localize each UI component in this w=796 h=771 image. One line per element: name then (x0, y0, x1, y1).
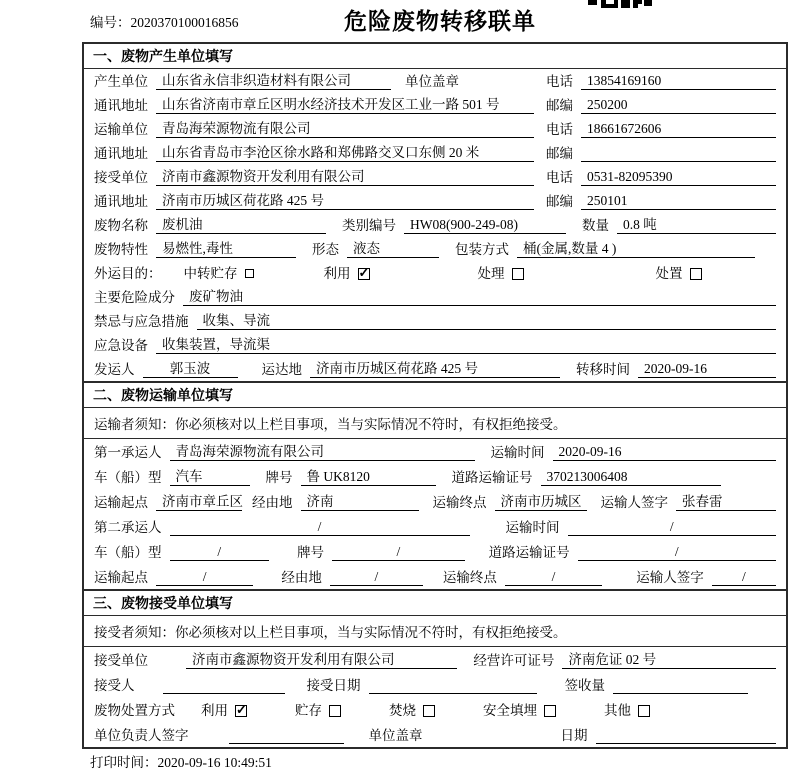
transport-address-value: 山东省青岛市李沧区徐水路和郑佛路交叉口东侧 20 米 (156, 145, 534, 162)
row-producer-address (84, 93, 786, 117)
route-end-label: 运输终点 (442, 570, 497, 585)
purpose-dispose-label: 处置 (655, 266, 683, 281)
row-second-carrier (84, 514, 786, 539)
transport-time-label: 运输时间 (490, 445, 545, 460)
destination-label: 运达地 (261, 362, 302, 377)
section-receiver (84, 616, 786, 747)
address-label: 通讯地址 (94, 146, 148, 161)
waste-name-value: 废机油 (156, 217, 326, 234)
receiver-notice: 接受者须知：你必须核对以上栏目事项，当与实际情况不符时，有权拒绝接受。 (84, 616, 786, 647)
emergency-equipment-label: 应急设备 (94, 338, 148, 353)
waste-property-label: 废物特性 (94, 242, 148, 257)
first-carrier-value: 青岛海荣源物流有限公司 (170, 444, 475, 461)
row-producer-unit (84, 69, 786, 93)
producer-phone-value: 13854169160 (581, 73, 776, 90)
row-vehicle-2 (84, 539, 786, 564)
shipper-label: 发运人 (94, 362, 135, 377)
transport-unit-label: 运输单位 (94, 122, 148, 137)
row-disposal-method (84, 697, 786, 722)
responsible-signature-label: 单位负责人签字 (94, 728, 189, 743)
license-number-label: 经营许可证号 (473, 653, 555, 668)
row-first-carrier (84, 439, 786, 464)
road-permit-value: 370213006408 (541, 469, 722, 486)
emergency-equipment-value: 收集装置，导流渠 (156, 337, 776, 354)
print-time-label: 打印时间： (90, 755, 158, 770)
carrier-signature-label: 运输人签字 (600, 495, 668, 510)
row-hazard-component (84, 285, 786, 309)
postcode-label: 邮编 (546, 98, 573, 113)
acceptor-value (163, 677, 285, 694)
row-transport-unit (84, 117, 786, 141)
category-code-label: 类别编号 (342, 218, 396, 233)
disposal-method-label: 废物处置方式 (94, 703, 175, 718)
qr-code-fragment (588, 0, 652, 9)
road-permit-2-value: / (578, 544, 776, 561)
disposal-incinerate-checkbox (423, 705, 435, 717)
postcode-label: 邮编 (546, 146, 573, 161)
category-code-value: HW08(900-249-08) (404, 217, 566, 234)
hazard-component-label: 主要危险成分 (94, 290, 175, 305)
acceptor-label: 接受人 (94, 678, 135, 693)
row-responsible-signature (84, 722, 786, 747)
plate-number-label: 牌号 (265, 470, 293, 485)
purpose-transfer-storage-checkbox (245, 269, 254, 278)
route-end-2-value: / (505, 569, 602, 586)
received-amount-label: 签收量 (564, 678, 605, 693)
packaging-value: 桶(金属,数量 4 ) (517, 241, 755, 258)
purpose-treat-label: 处理 (477, 266, 505, 281)
section-producer-header: 一、废物产生单位填写 (84, 44, 786, 69)
transport-phone-value: 18661672606 (581, 121, 776, 138)
disposal-utilize-checkbox (235, 705, 247, 717)
vehicle-type-label: 车（船）型 (94, 545, 162, 560)
route-via-2-value: / (330, 569, 423, 586)
second-carrier-value: / (170, 519, 470, 536)
address-label: 通讯地址 (94, 98, 148, 113)
disposal-landfill-checkbox (544, 705, 556, 717)
responsible-signature-value (229, 727, 344, 744)
transfer-time-label: 转移时间 (576, 362, 630, 377)
disposal-incinerate-label: 焚烧 (389, 703, 416, 718)
section-receiver-header: 三、废物接受单位填写 (84, 589, 786, 616)
row-acceptor (84, 672, 786, 697)
accept-date-value (369, 677, 537, 694)
outbound-purpose-label: 外运目的： (94, 266, 162, 281)
row-receiver-unit (84, 165, 786, 189)
route-end-value: 济南市历城区 (495, 494, 587, 511)
disposal-other-checkbox (638, 705, 650, 717)
transport-time-label: 运输时间 (505, 520, 560, 535)
company-seal-label: 单位盖章 (368, 728, 423, 743)
transport-time-value: 2020-09-16 (553, 444, 777, 461)
destination-value: 济南市历城区荷花路 425 号 (310, 361, 560, 378)
row-waste-name (84, 213, 786, 237)
receiver-unit-label: 接受单位 (94, 170, 148, 185)
purpose-transfer-storage-label: 中转贮存 (183, 266, 238, 281)
row-emergency-measures (84, 309, 786, 333)
route-end-label: 运输终点 (432, 495, 487, 510)
quantity-label: 数量 (582, 218, 609, 233)
row-route-2 (84, 564, 786, 589)
row-outbound-purpose (84, 261, 786, 285)
accept-date-label: 接受日期 (306, 678, 361, 693)
section-producer (84, 69, 786, 381)
serial-number (90, 11, 239, 31)
plate-number-label: 牌号 (297, 545, 325, 560)
company-seal-label: 单位盖章 (405, 74, 459, 89)
producer-unit-value: 山东省永信非织造材料有限公司 (156, 73, 391, 90)
route-via-label: 经由地 (281, 570, 322, 585)
accepting-unit-label: 接受单位 (94, 653, 148, 668)
date-label: 日期 (560, 728, 588, 743)
vehicle-type-value: 汽车 (170, 469, 250, 486)
manifest-form (82, 42, 788, 749)
row-transport-address (84, 141, 786, 165)
plate-number-value: 鲁 UK8120 (301, 469, 436, 486)
received-amount-value (613, 677, 748, 694)
carrier-signature-label: 运输人签字 (636, 570, 704, 585)
form-state-value: 液态 (347, 241, 439, 258)
print-time (90, 751, 272, 771)
page-title: 危险废物转移联单 (344, 8, 536, 34)
shipper-value: 郭玉波 (143, 361, 238, 378)
road-permit-label: 道路运输证号 (488, 545, 570, 560)
route-origin-label: 运输起点 (94, 570, 148, 585)
receiver-phone-value: 0531-82095390 (581, 169, 776, 186)
print-time-value: 2020-09-16 10:49:51 (157, 755, 272, 770)
first-carrier-label: 第一承运人 (94, 445, 162, 460)
license-number-value: 济南危证 02 号 (562, 652, 776, 669)
producer-unit-label: 产生单位 (94, 74, 148, 89)
carrier-signature-2-value: / (712, 569, 776, 586)
vehicle-type-label: 车（船）型 (94, 470, 162, 485)
serial-label: 编号： (90, 15, 131, 30)
receiver-address-value: 济南市历城区荷花路 425 号 (156, 193, 534, 210)
row-vehicle-1 (84, 464, 786, 489)
route-origin-label: 运输起点 (94, 495, 148, 510)
disposal-storage-checkbox (329, 705, 341, 717)
transfer-time-value: 2020-09-16 (638, 361, 776, 378)
row-emergency-equipment (84, 333, 786, 357)
postcode-label: 邮编 (546, 194, 573, 209)
carrier-signature-value: 张春雷 (676, 494, 776, 511)
phone-label: 电话 (546, 74, 573, 89)
route-origin-value: 济南市章丘区 (156, 494, 242, 511)
plate-number-2-value: / (332, 544, 465, 561)
waste-property-value: 易燃性,毒性 (156, 241, 296, 258)
serial-value: 2020370100016856 (130, 15, 239, 30)
purpose-utilize-label: 利用 (323, 266, 351, 281)
route-origin-2-value: / (156, 569, 253, 586)
row-shipper (84, 357, 786, 381)
date-value (596, 727, 777, 744)
route-via-value: 济南 (301, 494, 419, 511)
purpose-utilize-checkbox (358, 268, 370, 280)
packaging-label: 包装方式 (455, 242, 509, 257)
vehicle-type-2-value: / (170, 544, 270, 561)
purpose-treat-checkbox (512, 268, 524, 280)
producer-postcode-value: 250200 (581, 97, 776, 114)
receiver-postcode-value: 250101 (581, 193, 776, 210)
row-receiver-address (84, 189, 786, 213)
receiver-unit-value: 济南市鑫源物资开发利用有限公司 (156, 169, 534, 186)
producer-address-value: 山东省济南市章丘区明水经济技术开发区工业一路 501 号 (156, 97, 534, 114)
quantity-value: 0.8 吨 (617, 217, 776, 234)
emergency-measures-value: 收集、导流 (197, 313, 777, 330)
disposal-storage-label: 贮存 (295, 703, 322, 718)
transport-unit-value: 青岛海荣源物流有限公司 (156, 121, 534, 138)
row-waste-property (84, 237, 786, 261)
hazard-component-value: 废矿物油 (183, 289, 776, 306)
emergency-measures-label: 禁忌与应急措施 (94, 314, 189, 329)
disposal-other-label: 其他 (604, 703, 631, 718)
row-accepting-unit (84, 647, 786, 672)
disposal-landfill-label: 安全填埋 (483, 703, 537, 718)
phone-label: 电话 (546, 122, 573, 137)
form-state-label: 形态 (312, 242, 339, 257)
phone-label: 电话 (546, 170, 573, 185)
disposal-utilize-label: 利用 (201, 703, 228, 718)
waste-name-label: 废物名称 (94, 218, 148, 233)
purpose-dispose-checkbox (690, 268, 702, 280)
transporter-notice: 运输者须知：你必须核对以上栏目事项，当与实际情况不符时，有权拒绝接受。 (84, 408, 786, 439)
row-route-1 (84, 489, 786, 514)
transport-postcode-value (581, 145, 776, 162)
route-via-label: 经由地 (252, 495, 293, 510)
transport-time-2-value: / (568, 519, 777, 536)
section-transport-header: 二、废物运输单位填写 (84, 381, 786, 408)
section-transport (84, 408, 786, 589)
second-carrier-label: 第二承运人 (94, 520, 162, 535)
address-label: 通讯地址 (94, 194, 148, 209)
accepting-unit-value: 济南市鑫源物资开发利用有限公司 (186, 652, 457, 669)
road-permit-label: 道路运输证号 (451, 470, 533, 485)
